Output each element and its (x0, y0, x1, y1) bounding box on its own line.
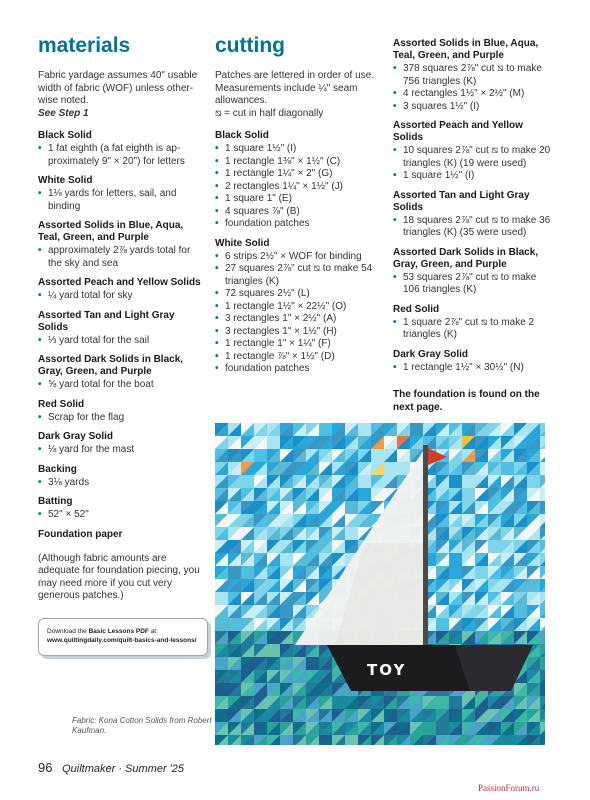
fabric-item: • 1 square 2⅞" cut ⧅ to make 2 triangles (K) (393, 317, 553, 342)
mast (423, 445, 428, 655)
note-text: at: (148, 628, 158, 635)
fabric-section (215, 238, 380, 376)
basic-lessons-box (38, 618, 208, 656)
quilt-photo (215, 423, 545, 745)
fabric-item: • 1 fat eighth (a fat eighth is ap-proximately 9" × 20") for letters (38, 143, 203, 168)
watermark: PassionForum.ru (478, 783, 540, 793)
cutting-continued-sections (393, 38, 553, 374)
cutting-sections (215, 130, 380, 376)
fabric-item: • 53 squares 2⅞" cut ⧅ to make 106 triangles (K) (393, 272, 553, 297)
fabric-section (215, 130, 380, 231)
fabric-title: Assorted Tan and Light Gray Solids (393, 189, 530, 213)
page-number: 96 (38, 760, 53, 775)
fabric-item: • 1 rectangle 1⅜" × 1½" (C) (215, 156, 380, 169)
fabric-item: • 72 squares 2½" (L) (215, 288, 380, 301)
fabric-item: • 3 squares 1½" (I) (393, 101, 553, 114)
materials-heading: materials (38, 34, 131, 57)
fabric-title: Red Solid (393, 303, 440, 315)
fabric-item: • 18 squares 2⅞" cut ⧅ to make 36 triangles (K) (35 were used) (393, 215, 553, 240)
fabric-title: Assorted Solids in Blue, Aqua, Teal, Green, and Purple (393, 38, 539, 61)
fabric-title: White Solid (38, 175, 93, 186)
intro-line: Measurements include ¼" seam (215, 82, 358, 94)
note-text: Download the (47, 628, 89, 635)
fabric-item: • 1⅛ yards for letters, sail, and binding (38, 188, 203, 213)
foundation-note: The foundation is found on the next page. (393, 389, 540, 413)
see-step-note: See Step 1 (38, 107, 89, 119)
intro-line: wise noted. (38, 95, 89, 106)
fabric-section (393, 247, 553, 297)
materials-column (38, 30, 203, 603)
fabric-list (38, 477, 203, 490)
basic-lessons-link[interactable]: www.quiltingdaily.com/quilt-basics-and-lessons/ (47, 637, 197, 644)
materials-footnote: (Although fabric amounts are adequate for foundation piecing, you may need more if you cut very generous patches.) (38, 552, 200, 601)
page-footer (38, 760, 184, 775)
fabric-item: • 1 rectangle 1½" × 30½" (N) (393, 362, 553, 375)
note-bold: Basic Lessons PDF (88, 628, 149, 635)
fabric-section (38, 310, 203, 348)
fabric-title: Dark Gray Solid (38, 431, 114, 442)
quilt-patch (540, 735, 545, 745)
fabric-list (38, 290, 203, 303)
fabric-section (393, 304, 553, 342)
fabric-section (38, 354, 203, 392)
fabric-title: Assorted Dark Solids in Black, Gray, Green, and Purple (38, 354, 184, 377)
fabric-item: • 4 rectangles 1½" × 2½" (M) (393, 88, 553, 101)
fabric-item: • foundation patches (215, 218, 380, 231)
fabric-item: • foundation patches (215, 363, 380, 376)
fabric-title: Dark Gray Solid (393, 348, 469, 360)
fabric-item: • 3⅛ yards (38, 477, 203, 490)
cutting-heading: cutting (215, 34, 285, 57)
fabric-list (393, 215, 553, 240)
fabric-section (393, 38, 553, 113)
fabric-item: • 3 rectangles 1" × 1½" (H) (215, 326, 380, 339)
cutting-continued-column (393, 38, 553, 414)
fabric-section (38, 529, 203, 541)
fabric-title: Backing (38, 463, 77, 475)
intro-line: width of fabric (WOF) unless other- (38, 82, 194, 94)
fabric-list (38, 188, 203, 213)
fabric-title: Assorted Peach and Yellow Solids (38, 277, 201, 288)
fabric-item: • 1 rectangle 1¼" × 2" (G) (215, 168, 380, 181)
fabric-item: • 10 squares 2⅞" cut ⧅ to make 20 triangles (K) (19 were used) (393, 145, 553, 170)
fabric-title: Assorted Dark Solids in Black, Gray, Green, and Purple (393, 246, 539, 270)
fabric-title: Assorted Peach and Yellow Solids (393, 120, 523, 143)
fabric-item: • Scrap for the flag (38, 412, 203, 425)
fabric-list (38, 143, 203, 168)
fabric-title: White Solid (215, 237, 270, 249)
cutting-column (215, 30, 380, 383)
fabric-item: • 1 rectangle 1" × 1¼" (F) (215, 338, 380, 351)
fabric-title: Foundation paper (38, 528, 123, 540)
fabric-item: • 1 square 1½" (I) (215, 143, 380, 156)
fabric-section (38, 496, 203, 522)
fabric-section (38, 399, 203, 425)
fabric-section (393, 120, 553, 183)
fabric-section (38, 431, 203, 457)
fabric-item: • 2 rectangles 1¼" × 1½" (J) (215, 181, 380, 194)
fabric-list (393, 63, 553, 113)
intro-line: Fabric yardage assumes 40" usable (38, 70, 198, 81)
fabric-item: • 4 squares ⅞" (B) (215, 206, 380, 219)
fabric-list (393, 362, 553, 375)
fabric-item: • 1 square 1½" (I) (393, 170, 553, 183)
intro-line: ⧅ = cut in half diagonally (215, 107, 324, 119)
fabric-item: • 1 rectangle 1½" × 22½" (O) (215, 301, 380, 314)
fabric-list (38, 444, 203, 457)
fabric-list (393, 317, 553, 342)
fabric-item: • 378 squares 2⅞" cut ⧅ to make 756 triangles (K) (393, 63, 553, 88)
fabric-title: Assorted Tan and Light Gray Solids (38, 309, 175, 333)
fabric-list (38, 412, 203, 425)
fabric-item: • approximately 2⅞ yards total for the sky and sea (38, 245, 203, 270)
photo-caption: Fabric: Kona Cotton Solids from Robert Kaufman. (72, 716, 212, 735)
fabric-item: • ⅝ yard total for the boat (38, 379, 203, 392)
fabric-item: • 27 squares 2⅞" cut ⧅ to make 54 triangles (K) (215, 263, 380, 288)
materials-sections (38, 130, 203, 541)
fabric-list (393, 272, 553, 297)
fabric-list (215, 143, 380, 231)
fabric-item: • 52" × 52" (38, 509, 203, 522)
fabric-section (38, 464, 203, 490)
fabric-list (38, 509, 203, 522)
fabric-list (38, 335, 203, 348)
fabric-section (393, 190, 553, 240)
fabric-item: • ¼ yard total for sky (38, 290, 203, 303)
fabric-title: Batting (38, 496, 73, 507)
fabric-title: Red Solid (38, 398, 85, 410)
fabric-list (215, 251, 380, 376)
fabric-section (38, 130, 203, 168)
fabric-list (38, 379, 203, 392)
fabric-item: • 6 strips 2½" × WOF for binding (215, 251, 380, 264)
fabric-list (38, 245, 203, 270)
magazine-issue: Quiltmaker · Summer '25 (62, 763, 185, 775)
fabric-section (38, 175, 203, 213)
cutting-intro (215, 70, 380, 120)
fabric-item: • 1 square 1" (E) (215, 193, 380, 206)
hull-lettering: TOY (367, 661, 407, 679)
basic-lessons-line (47, 627, 201, 636)
fabric-title: Black Solid (38, 130, 92, 141)
fabric-section (38, 220, 203, 270)
fabric-title: Assorted Solids in Blue, Aqua, Teal, Green, and Purple (38, 220, 184, 243)
intro-line: Patches are lettered in order of use. (215, 70, 374, 81)
fabric-list (393, 145, 553, 183)
fabric-item: • 3 rectangles 1" × 2½" (A) (215, 313, 380, 326)
fabric-title: Black Solid (215, 130, 269, 141)
fabric-section (393, 349, 553, 375)
materials-intro (38, 70, 203, 120)
fabric-item: • 1 rectangle ⅞" × 1½" (D) (215, 351, 380, 364)
fabric-item: • ⅛ yard for the mast (38, 444, 203, 457)
intro-line: allowances. (215, 95, 268, 106)
fabric-section (38, 277, 203, 303)
fabric-item: • ⅓ yard total for the sail (38, 335, 203, 348)
